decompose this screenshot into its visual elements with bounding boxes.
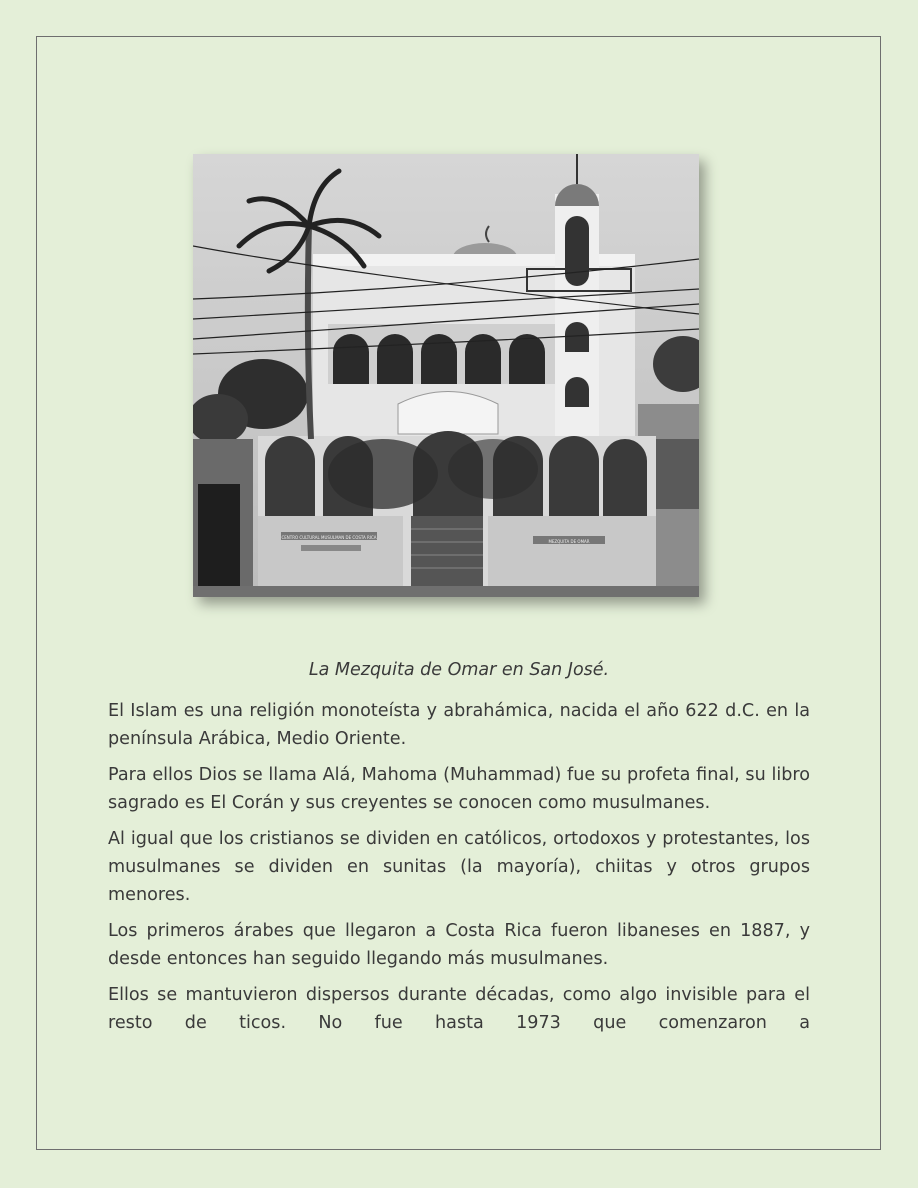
figure-caption: La Mezquita de Omar en San José. [308,660,610,680]
mosque-photo [193,154,699,597]
paragraph-5: Ellos se mantuvieron dispersos durante décadas, como algo invisible para el resto de ticos. No fue hasta 1973 que comenzaron a [108,985,810,1033]
body-text [108,697,810,1045]
paragraph-4: Los primeros árabes que llegaron a Costa Rica fueron libaneses en 1887, y desde entonces han seguido llegando más musulmanes. [108,921,810,969]
paragraph-2: Para ellos Dios se llama Alá, Mahoma (Muhammad) fue su profeta final, su libro sagrado es El Corán y sus creyentes se conocen como musulmanes. [108,765,810,813]
sign-right-text: MEZQUITA DE OMAR [548,539,590,544]
paragraph-1: El Islam es una religión monoteísta y abrahámica, nacida el año 622 d.C. en la península Arábica, Medio Oriente. [108,701,810,749]
sign-left-text: CENTRO CULTURAL MUSULMAN DE COSTA RICA [281,535,377,540]
paragraph-3: Al igual que los cristianos se dividen en católicos, ortodoxos y protestantes, los musulmanes se dividen en sunitas (la mayoría), chiitas y otros grupos menores. [108,829,810,905]
